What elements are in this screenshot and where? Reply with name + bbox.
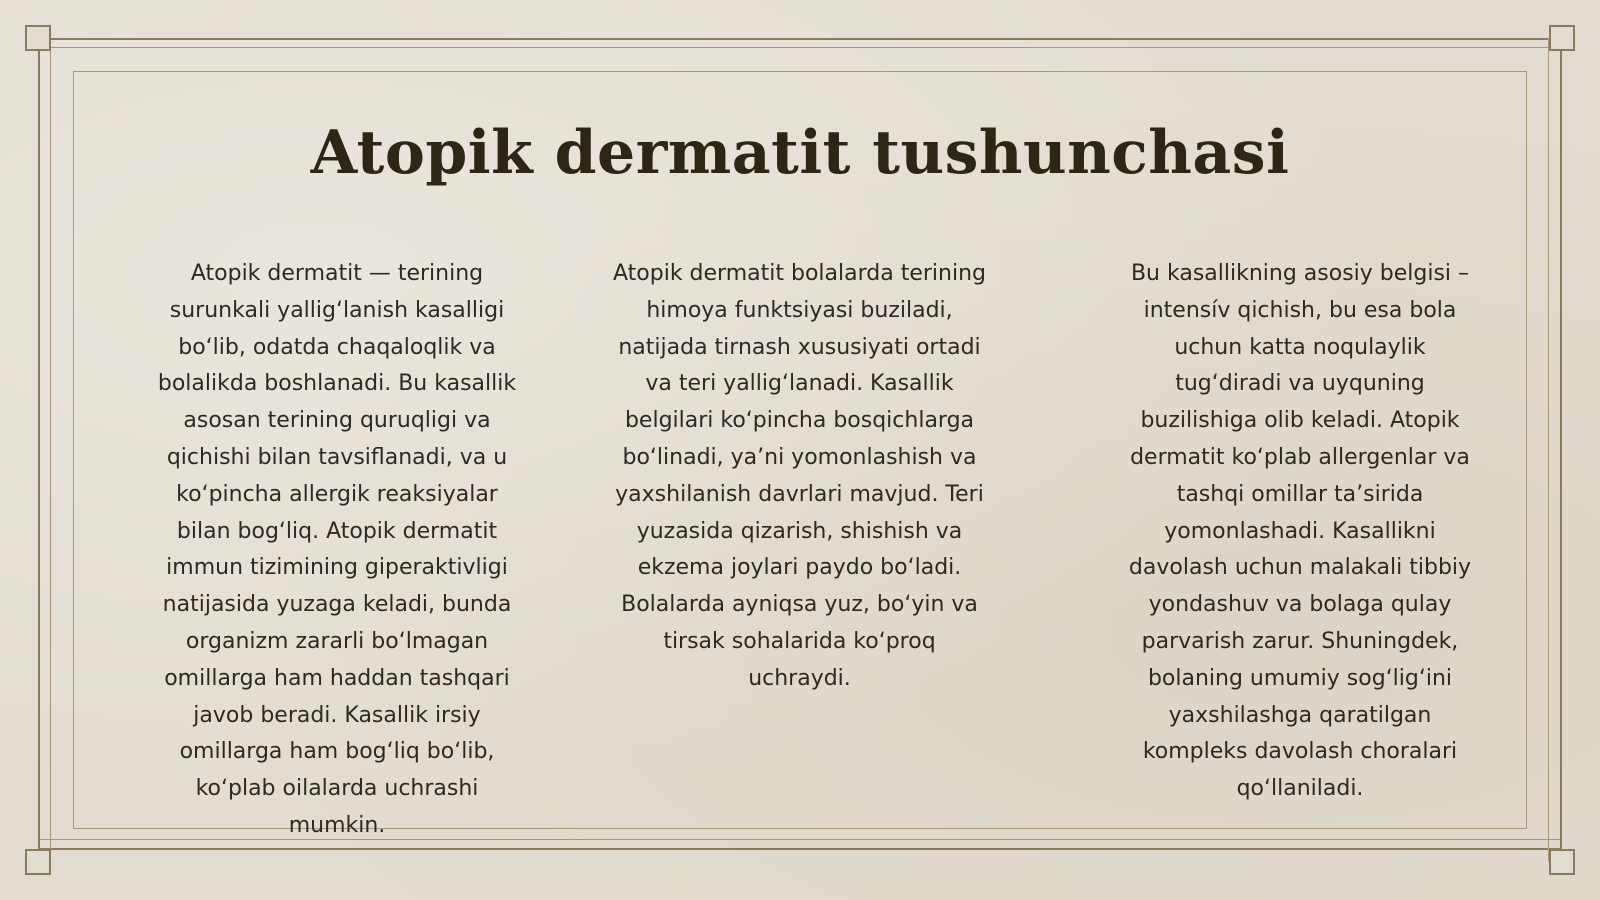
frame-top-line-inner (38, 47, 1562, 48)
text-column-1: Atopik dermatit — terining surunkali yallig‘lanish kasalligi bo‘lib, odatda chaqaloqlik va bolalikda boshlanadi. Bu kasallik asosan terining quruqligi va qichishi bilan tavsiflanadi, va u ko‘pincha allergik reaksiyalar bilan bog‘liq. Atopik dermatit immun tizimining giperaktivligi natijasida yuzaga keladi, bunda organizm zararli bo‘lmagan omillarga ham haddan tashqari javob beradi. Kasallik irsiy omillarga ham bog‘liq bo‘lib, ko‘plab oilalarda uchrashi mumkin. (157, 261, 517, 838)
frame-corner-bottom-left (25, 849, 51, 875)
slide-title: Atopik dermatit tushunchasi (310, 118, 1290, 188)
text-column-3: Bu kasallikning asosiy belgisi – intensív qichish, bu esa bola uchun katta noqulaylik tug‘diradi va uyquning buzilishiga olib keladi. Atopik dermatit ko‘plab allergenlar va tashqi omillar ta’sirida yomonlashadi. Kasallikni davolash uchun malakali tibbiy yondashuv va bolaga qulay parvarish zarur. Shuningdek, bolaning umumiy sog‘lig‘ini yaxshilashga qaratilgan kompleks davolash choralari qo‘llaniladi. (1128, 261, 1472, 802)
frame-bottom-line (38, 848, 1562, 850)
frame-corner-top-left (25, 25, 51, 51)
text-column-2: Atopik dermatit bolalarda terining himoya funktsiyasi buziladi, natijada tirnash xususiyati ortadi va teri yallig‘lanadi. Kasallik belgilari ko‘pincha bosqichlarga bo‘linadi, ya’ni yomonlashish va yaxshilanish davrlari mavjud. Teri yuzasida qizarish, shishish va ekzema joylari paydo bo‘ladi. Bolalarda ayniqsa yuz, bo‘yin va tirsak sohalarida ko‘proq uchraydi. (613, 261, 986, 691)
frame-corner-top-right (1549, 25, 1575, 51)
frame-top-line (38, 38, 1562, 40)
frame-corner-bottom-right (1549, 849, 1575, 875)
